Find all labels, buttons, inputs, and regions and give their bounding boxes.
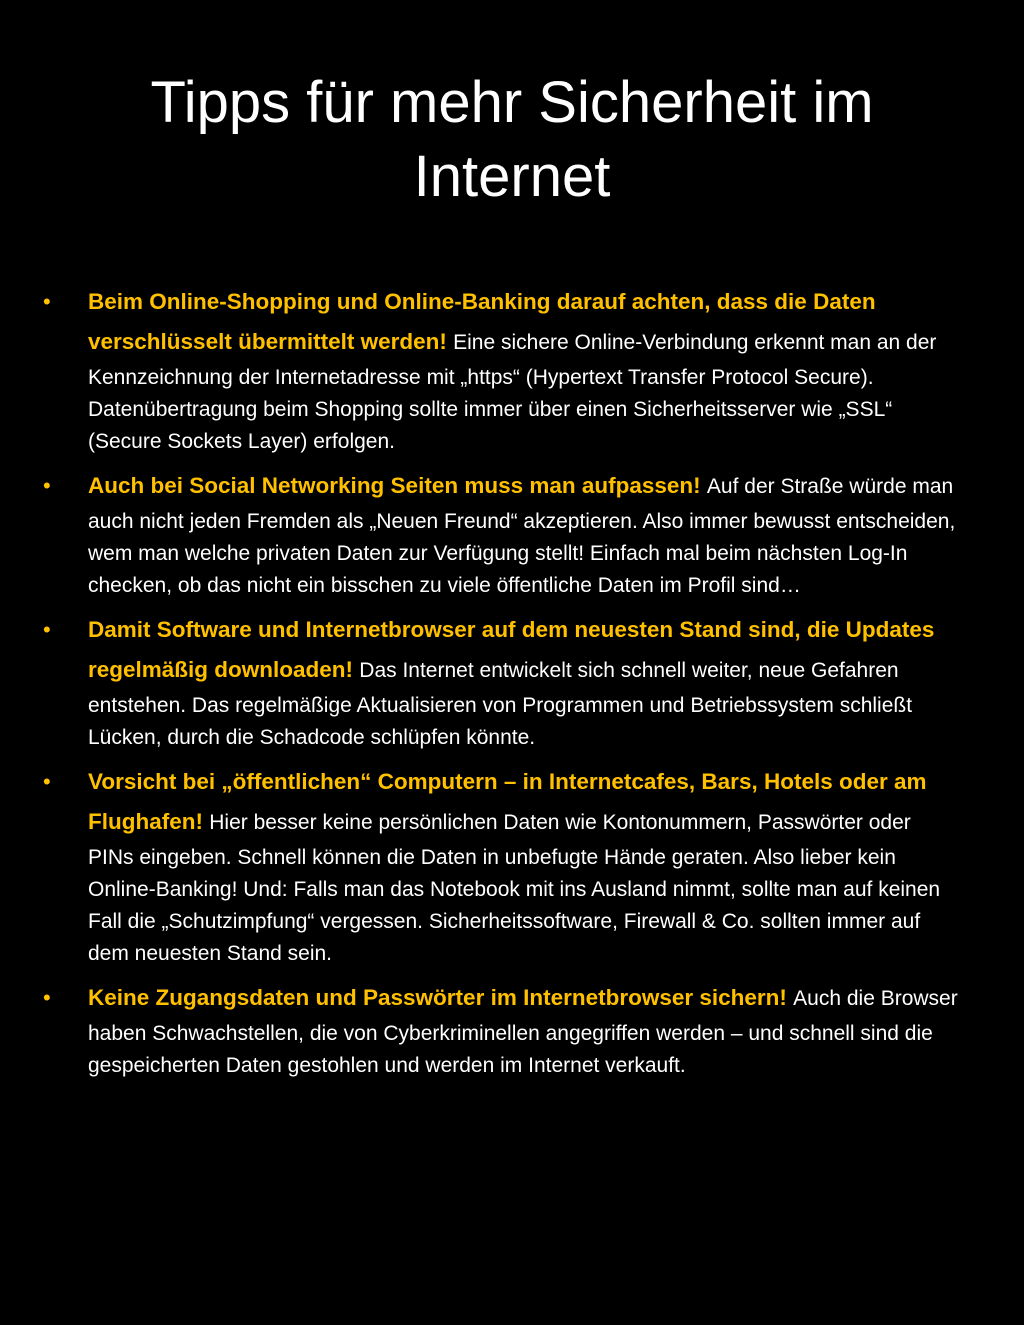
bullet-body: Das Internet entwickelt sich schnell weiter, neue Gefahren entstehen. Das regelmäßige Aktualisieren von Programmen und Betriebssystem schließt Lücken, durch die Schadcode schlüpfen könnte. bbox=[88, 659, 913, 749]
bullet-list bbox=[43, 282, 958, 1090]
list-item bbox=[43, 610, 958, 754]
list-item bbox=[43, 978, 958, 1082]
bullet-icon: • bbox=[43, 473, 51, 498]
bullet-icon: • bbox=[43, 769, 51, 794]
list-item bbox=[43, 762, 958, 970]
bullet-lead: Vorsicht bei „öffentlichen“ Computern – in Internetcafes, Bars, Hotels oder am Flughafen! bbox=[88, 769, 927, 834]
list-item bbox=[43, 282, 958, 458]
list-item bbox=[43, 466, 958, 602]
bullet-icon: • bbox=[43, 985, 51, 1010]
bullet-lead: Beim Online-Shopping und Online-Banking darauf achten, dass die Daten verschlüsselt übermittelt werden! bbox=[88, 289, 876, 354]
bullet-text bbox=[88, 466, 958, 602]
bullet-text bbox=[88, 978, 958, 1082]
bullet-text bbox=[88, 762, 958, 970]
bullet-icon: • bbox=[43, 289, 51, 314]
bullet-lead: Keine Zugangsdaten und Passwörter im Internetbrowser sichern! bbox=[88, 985, 794, 1010]
slide-title: Tipps für mehr Sicherheit im Internet bbox=[150, 70, 874, 209]
bullet-body: Auch die Browser haben Schwachstellen, die von Cyberkriminellen angegriffen werden – und schnell sind die gespeicherten Daten gestohlen und werden im Internet verkauft. bbox=[88, 987, 958, 1077]
bullet-text bbox=[88, 282, 958, 458]
bullet-body: Hier besser keine persönlichen Daten wie Kontonummern, Passwörter oder PINs eingeben. Schnell können die Daten in unbefugte Hände geraten. Also lieber kein Online-Banking! Und: Falls man das Notebook mit ins Ausland nimmt, sollte man auf keinen Fall die „Schutzimpfung“ vergessen. Sicherheitssoftware, Firewall & Co. sollten immer auf dem neuesten Stand sein. bbox=[88, 811, 941, 965]
bullet-lead: Auch bei Social Networking Seiten muss man aufpassen! bbox=[88, 473, 707, 498]
bullet-text bbox=[88, 610, 958, 754]
bullet-lead: Damit Software und Internetbrowser auf dem neuesten Stand sind, die Updates regelmäßig downloaden! bbox=[88, 617, 935, 682]
bullet-body: Eine sichere Online-Verbindung erkennt man an der Kennzeichnung der Internetadresse mit „https“ (Hypertext Transfer Protocol Secure). Datenübertragung beim Shopping sollte immer über einen Sicherheitsserver wie „SSL“ (Secure Sockets Layer) erfolgen. bbox=[88, 331, 937, 453]
bullet-body: Auf der Straße würde man auch nicht jeden Fremden als „Neuen Freund“ akzeptieren. Also immer bewusst entscheiden, wem man welche privaten Daten zur Verfügung stellt! Einfach mal beim nächsten Log-In checken, ob das nicht ein bisschen zu viele öffentliche Daten im Profil sind… bbox=[88, 475, 956, 597]
bullet-icon: • bbox=[43, 617, 51, 642]
